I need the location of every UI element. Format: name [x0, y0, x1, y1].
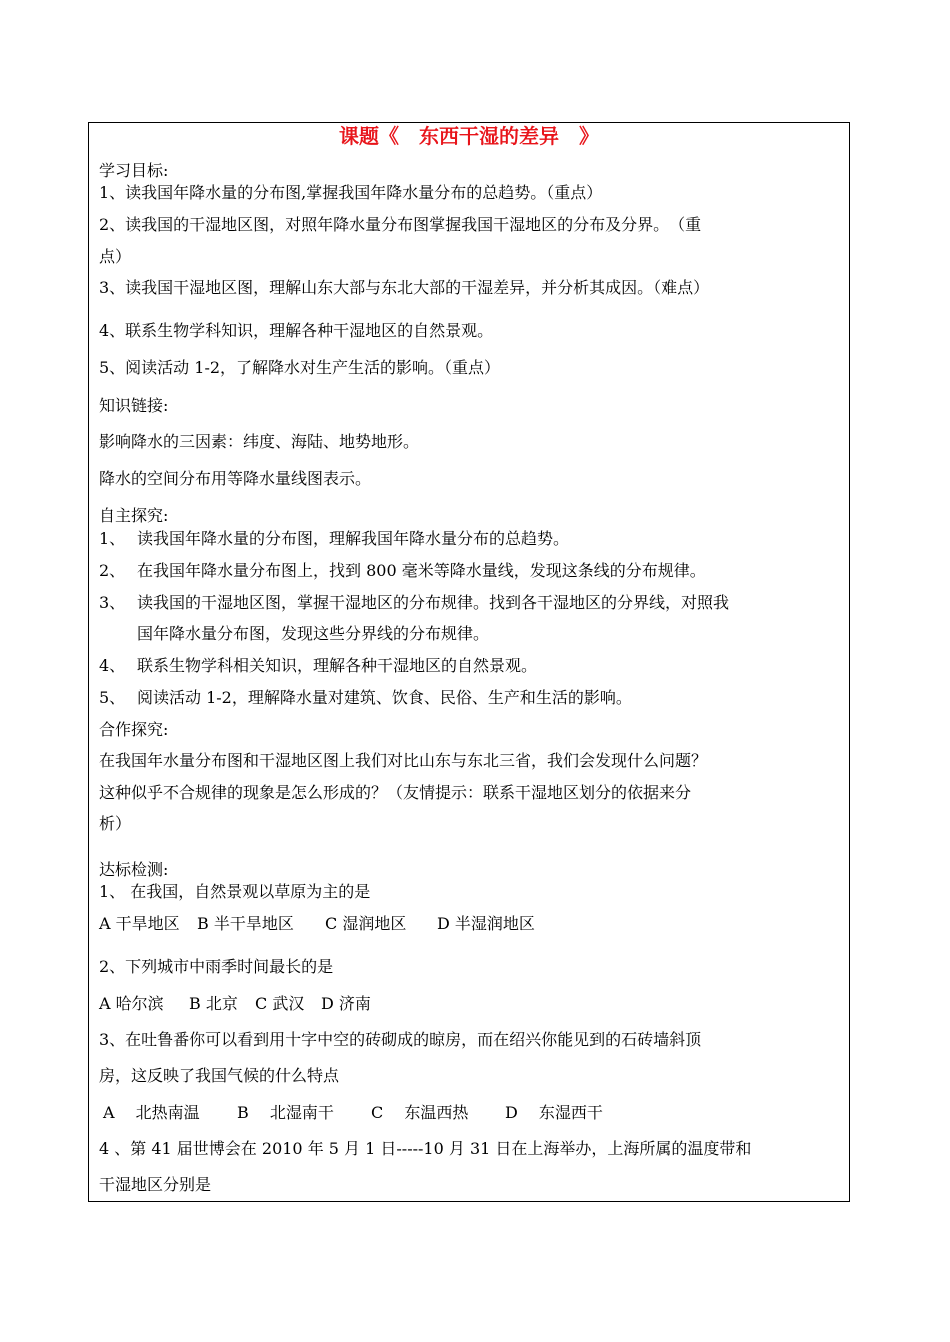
option: B 北京 — [189, 994, 238, 1013]
self-study-item — [99, 655, 839, 677]
option: B 半干旱地区 — [197, 914, 294, 933]
page-title: 课题《 东西干湿的差异 》 — [339, 124, 599, 148]
option: D 半湿润地区 — [437, 914, 535, 933]
item-text: 在我国年降水量分布图上，找到 800 毫米等降水量线，发现这条线的分布规律。 — [137, 561, 706, 580]
knowledge-item: 影响降水的三因素：纬度、海陆、地势地形。 — [99, 432, 420, 451]
goal-item: 1、读我国年降水量的分布图,掌握我国年降水量分布的总趋势。（重点） — [99, 183, 603, 202]
self-study-item — [99, 592, 839, 614]
goal-item: 5、阅读活动 1-2，了解降水对生产生活的影响。（重点） — [99, 358, 501, 377]
self-study-heading: 自主探究: — [99, 506, 169, 525]
item-text: 联系生物学科相关知识，理解各种干湿地区的自然景观。 — [137, 656, 538, 675]
item-text: 阅读活动 1-2，理解降水量对建筑、饮食、民俗、生产和生活的影响。 — [137, 688, 632, 707]
goal-item-cont: 点） — [99, 247, 132, 266]
question-options — [99, 913, 839, 935]
self-study-item — [99, 687, 839, 709]
option: C 武汉 — [255, 994, 305, 1013]
option: C 东温西热 — [371, 1103, 469, 1122]
question-stem: 2、下列城市中雨季时间最长的是 — [99, 957, 334, 976]
option: D 东湿西干 — [505, 1103, 603, 1122]
item-number: 3、 — [99, 593, 126, 612]
question-stem-cont: 干湿地区分别是 — [99, 1175, 212, 1194]
option: A 北热南温 — [103, 1103, 200, 1122]
cooperation-line: 析） — [99, 814, 132, 833]
option: A 哈尔滨 — [99, 994, 164, 1013]
question-stem: 1、 在我国，自然景观以草原为主的是 — [99, 882, 371, 901]
option: B 北湿南干 — [237, 1103, 334, 1122]
option: C 湿润地区 — [325, 914, 407, 933]
question-options — [99, 993, 839, 1015]
self-study-item — [99, 560, 839, 582]
cooperation-line: 这种似乎不合规律的现象是怎么形成的？（友情提示：联系干湿地区划分的依据来分 — [99, 783, 692, 802]
option: D 济南 — [321, 994, 371, 1013]
item-number: 5、 — [99, 688, 126, 707]
item-text: 读我国的干湿地区图，掌握干湿地区的分布规律。找到各干湿地区的分界线，对照我 — [137, 593, 730, 612]
cooperation-heading: 合作探究: — [99, 720, 169, 739]
question-stem: 4 、第 41 届世博会在 2010 年 5 月 1 日-----10 月 31 日在上海举办，上海所属的温度带和 — [99, 1139, 752, 1158]
item-number: 1、 — [99, 529, 126, 548]
cooperation-line: 在我国年水量分布图和干湿地区图上我们对比山东与东北三省，我们会发现什么问题？ — [99, 751, 708, 770]
question-stem: 3、在吐鲁番你可以看到用十字中空的砖砌成的晾房，而在绍兴你能见到的石砖墙斜顶 — [99, 1030, 702, 1049]
item-text: 读我国年降水量的分布图，理解我国年降水量分布的总趋势。 — [137, 529, 570, 548]
test-heading: 达标检测: — [99, 860, 169, 879]
item-number: 2、 — [99, 561, 126, 580]
item-number: 4、 — [99, 656, 126, 675]
self-study-item — [99, 528, 839, 550]
self-study-item-cont: 国年降水量分布图，发现这些分界线的分布规律。 — [137, 624, 490, 643]
goals-heading: 学习目标: — [99, 161, 169, 180]
question-stem-cont: 房，这反映了我国气候的什么特点 — [99, 1066, 340, 1085]
goal-item: 2、读我国的干湿地区图，对照年降水量分布图掌握我国干湿地区的分布及分界。 （重 — [99, 215, 702, 234]
goal-item: 3、读我国干湿地区图，理解山东大部与东北大部的干湿差异，并分析其成因。（难点） — [99, 278, 710, 297]
question-options — [103, 1102, 839, 1124]
content-frame — [88, 122, 850, 1202]
option: A 干旱地区 — [99, 914, 180, 933]
knowledge-item: 降水的空间分布用等降水量线图表示。 — [99, 469, 372, 488]
goal-item: 4、联系生物学科知识，理解各种干湿地区的自然景观。 — [99, 321, 494, 340]
knowledge-heading: 知识链接: — [99, 396, 169, 415]
